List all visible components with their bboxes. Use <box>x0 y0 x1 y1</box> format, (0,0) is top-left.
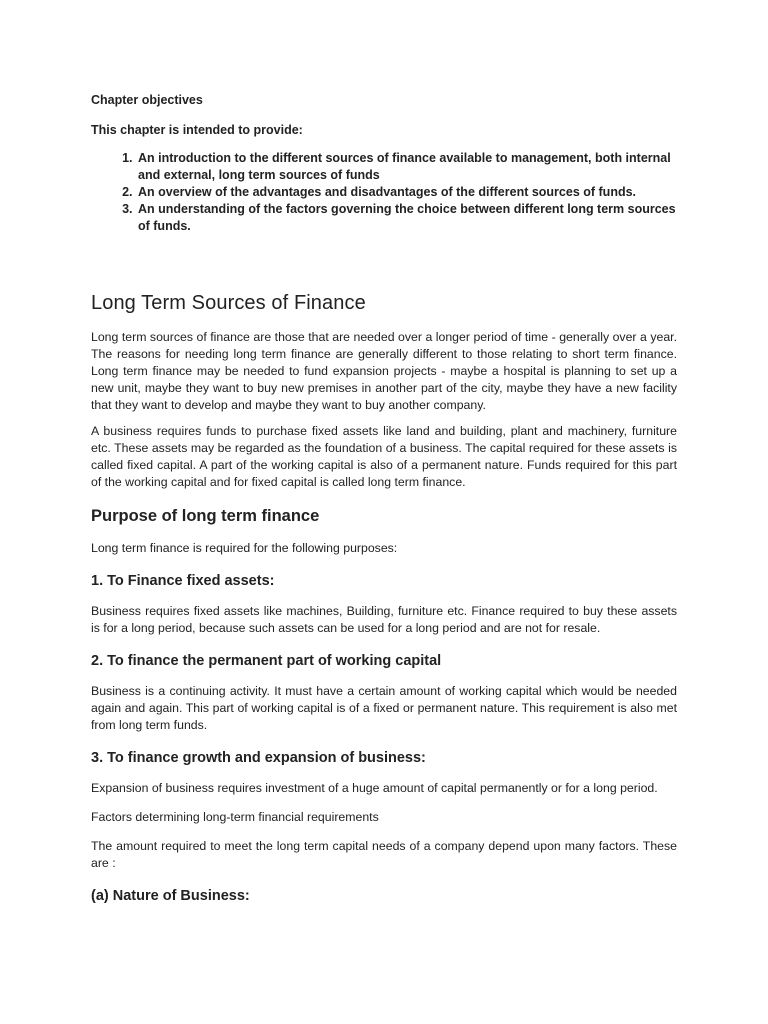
purpose-item2-heading: 2. To finance the permanent part of working capital <box>91 653 442 669</box>
purpose-item1-heading: 1. To Finance fixed assets: <box>91 573 275 589</box>
paragraph-fixed-capital: A business requires funds to purchase fixed assets like land and building, plant and machinery, furniture etc. These assets may be regarded as the foundation of a business. The capital required for these assets is called fixed capital. A part of the working capital is also of a permanent nature. Funds required for this part of the working capital and for fixed capital is called long term finance. <box>91 424 677 489</box>
chapter-objectives-title: Chapter objectives <box>91 93 203 107</box>
objective-item: 3. An understanding of the factors governing the choice between different long term sources of funds. <box>136 201 677 235</box>
document-page <box>91 92 677 918</box>
paragraph-long-term-definition: Long term sources of finance are those that are needed over a longer period of time - generally over a year. The reasons for needing long term finance are generally different to those relating to short term finance. Long term finance may be needed to fund expansion projects - maybe a hospital is planning to set up a new unit, maybe they want to buy new premises in another part of the city, maybe they have a new facility that they want to develop and maybe they want to buy another company. <box>91 330 677 412</box>
purpose-item3-heading: 3. To finance growth and expansion of business: <box>91 750 426 766</box>
factors-title: Factors determining long-term financial requirements <box>91 810 379 824</box>
main-heading: Long Term Sources of Finance <box>91 292 366 314</box>
factor-a-heading: (a) Nature of Business: <box>91 888 250 904</box>
purpose-item1-text: Business requires fixed assets like machines, Building, furniture etc. Finance required to buy these assets is for a long period, because such assets can be used for a long period and are not for resale. <box>91 604 677 635</box>
purpose-heading: Purpose of long term finance <box>91 507 320 525</box>
objective-item: 2. An overview of the advantages and disadvantages of the different sources of funds. <box>136 184 677 201</box>
purpose-item3-text: Expansion of business requires investment of a huge amount of capital permanently or for a long period. <box>91 781 658 795</box>
objectives-list <box>91 150 677 235</box>
purpose-intro: Long term finance is required for the following purposes: <box>91 541 398 555</box>
purpose-item2-text: Business is a continuing activity. It must have a certain amount of working capital which would be needed again and again. This part of working capital is of a fixed or permanent nature. This requirement is also met from long term funds. <box>91 684 677 732</box>
objective-item: 1. An introduction to the different sources of finance available to management, both internal and external, long term sources of funds <box>136 150 677 184</box>
factors-intro: The amount required to meet the long term capital needs of a company depend upon many factors. These are : <box>91 839 677 870</box>
chapter-objectives-intro: This chapter is intended to provide: <box>91 123 303 137</box>
